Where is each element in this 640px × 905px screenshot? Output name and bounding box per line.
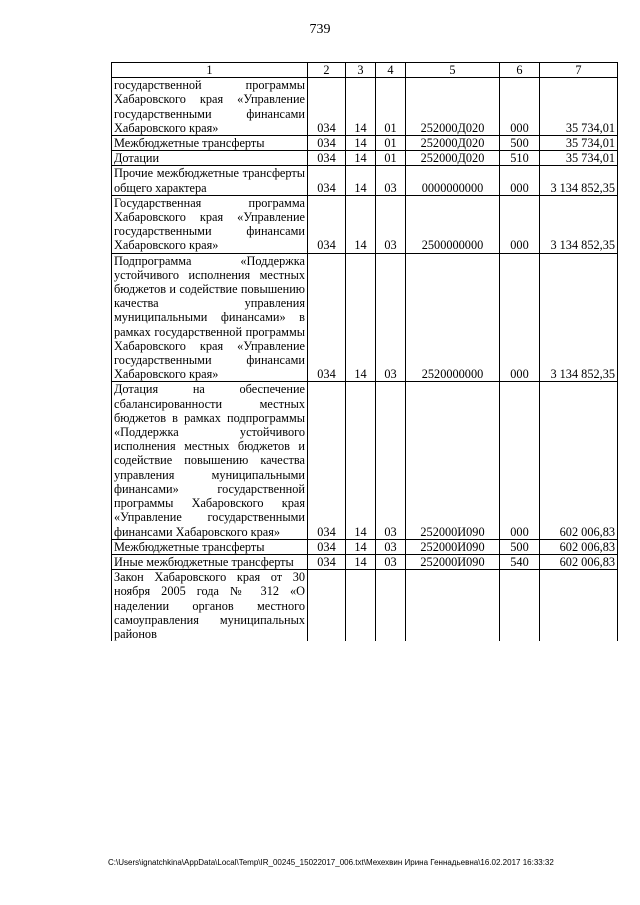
table-row <box>112 253 618 382</box>
cell-gr: 034 <box>308 166 346 195</box>
cell-pr: 03 <box>376 195 406 253</box>
cell-rz: 14 <box>346 78 376 136</box>
cell-pr: 03 <box>376 554 406 569</box>
cell-pr: 01 <box>376 151 406 166</box>
table-row <box>112 78 618 136</box>
cell-sum <box>540 570 618 642</box>
cell-vr: 000 <box>500 382 540 539</box>
row-name: Межбюджетные трансферты <box>112 136 308 151</box>
row-name: государственной программы Хабаровского края «Управление государственными финансами Хабаровского края» <box>112 78 308 136</box>
cell-sum: 35 734,01 <box>540 78 618 136</box>
cell-csr: 252000И090 <box>406 554 500 569</box>
row-name: Межбюджетные трансферты <box>112 539 308 554</box>
cell-csr: 252000Д020 <box>406 136 500 151</box>
cell-sum: 35 734,01 <box>540 136 618 151</box>
column-number-row <box>112 63 618 78</box>
cell-csr: 252000И090 <box>406 539 500 554</box>
cell-sum: 602 006,83 <box>540 554 618 569</box>
column-number: 2 <box>308 63 346 78</box>
cell-csr <box>406 570 500 642</box>
cell-rz: 14 <box>346 253 376 382</box>
cell-gr: 034 <box>308 539 346 554</box>
cell-vr: 500 <box>500 539 540 554</box>
table-row <box>112 195 618 253</box>
cell-gr <box>308 570 346 642</box>
row-name: Прочие межбюджетные трансферты общего характера <box>112 166 308 195</box>
cell-csr: 252000Д020 <box>406 151 500 166</box>
cell-pr: 01 <box>376 136 406 151</box>
cell-gr: 034 <box>308 554 346 569</box>
cell-gr: 034 <box>308 253 346 382</box>
cell-rz: 14 <box>346 151 376 166</box>
cell-csr: 2520000000 <box>406 253 500 382</box>
table-row <box>112 570 618 642</box>
column-number: 6 <box>500 63 540 78</box>
cell-gr: 034 <box>308 382 346 539</box>
cell-sum: 3 134 852,35 <box>540 253 618 382</box>
cell-pr <box>376 570 406 642</box>
cell-vr: 000 <box>500 195 540 253</box>
cell-vr: 510 <box>500 151 540 166</box>
page-number: 739 <box>309 22 331 37</box>
row-name: Дотация на обеспечение сбалансированности местных бюджетов в рамках подпрограммы «Поддержка устойчивого исполнения местных бюджетов и содействие повышению качества управления муниципальными финансами» государственной программы Хабаровского края «Управление государственными финансами Хабаровского края» <box>112 382 308 539</box>
table-row <box>112 382 618 539</box>
cell-sum: 602 006,83 <box>540 539 618 554</box>
row-name: Иные межбюджетные трансферты <box>112 554 308 569</box>
table-row <box>112 554 618 569</box>
cell-vr: 000 <box>500 78 540 136</box>
cell-vr: 540 <box>500 554 540 569</box>
cell-csr: 252000Д020 <box>406 78 500 136</box>
column-number: 1 <box>112 63 308 78</box>
row-name: Дотации <box>112 151 308 166</box>
cell-rz: 14 <box>346 166 376 195</box>
column-number: 4 <box>376 63 406 78</box>
cell-gr: 034 <box>308 136 346 151</box>
cell-rz: 14 <box>346 195 376 253</box>
cell-pr: 03 <box>376 253 406 382</box>
table-row <box>112 151 618 166</box>
table-row <box>112 539 618 554</box>
cell-csr: 252000И090 <box>406 382 500 539</box>
cell-csr: 0000000000 <box>406 166 500 195</box>
cell-gr: 034 <box>308 151 346 166</box>
column-number: 3 <box>346 63 376 78</box>
cell-rz: 14 <box>346 554 376 569</box>
cell-rz: 14 <box>346 136 376 151</box>
cell-rz <box>346 570 376 642</box>
cell-rz: 14 <box>346 382 376 539</box>
column-number: 5 <box>406 63 500 78</box>
cell-pr: 01 <box>376 78 406 136</box>
cell-rz: 14 <box>346 539 376 554</box>
table-row <box>112 166 618 195</box>
footer-file-path: C:\Users\ignatchkina\AppData\Local\Temp\IR_00245_15022017_006.txt\Мехехвин Ирина Геннадьевна\16.02.2017 16:33:32 <box>108 858 554 867</box>
cell-gr: 034 <box>308 78 346 136</box>
column-number: 7 <box>540 63 618 78</box>
cell-pr: 03 <box>376 166 406 195</box>
row-name: Государственная программа Хабаровского края «Управление государственными финансами Хабаровского края» <box>112 195 308 253</box>
cell-vr: 000 <box>500 166 540 195</box>
row-name: Подпрограмма «Поддержка устойчивого исполнения местных бюджетов и содействие повышению качества управления муниципальными финансами» в рамках государственной программы Хабаровского края «Управление государственными финансами Хабаровского края» <box>112 253 308 382</box>
cell-sum: 3 134 852,35 <box>540 195 618 253</box>
cell-vr: 500 <box>500 136 540 151</box>
budget-table <box>111 62 618 641</box>
cell-csr: 2500000000 <box>406 195 500 253</box>
table-row <box>112 136 618 151</box>
table-body <box>112 78 618 641</box>
cell-gr: 034 <box>308 195 346 253</box>
cell-sum: 3 134 852,35 <box>540 166 618 195</box>
cell-sum: 602 006,83 <box>540 382 618 539</box>
cell-sum: 35 734,01 <box>540 151 618 166</box>
cell-vr <box>500 570 540 642</box>
cell-vr: 000 <box>500 253 540 382</box>
cell-pr: 03 <box>376 382 406 539</box>
row-name: Закон Хабаровского края от 30 ноября 2005 года № 312 «О наделении органов местного самоуправления муниципальных районов <box>112 570 308 642</box>
cell-pr: 03 <box>376 539 406 554</box>
